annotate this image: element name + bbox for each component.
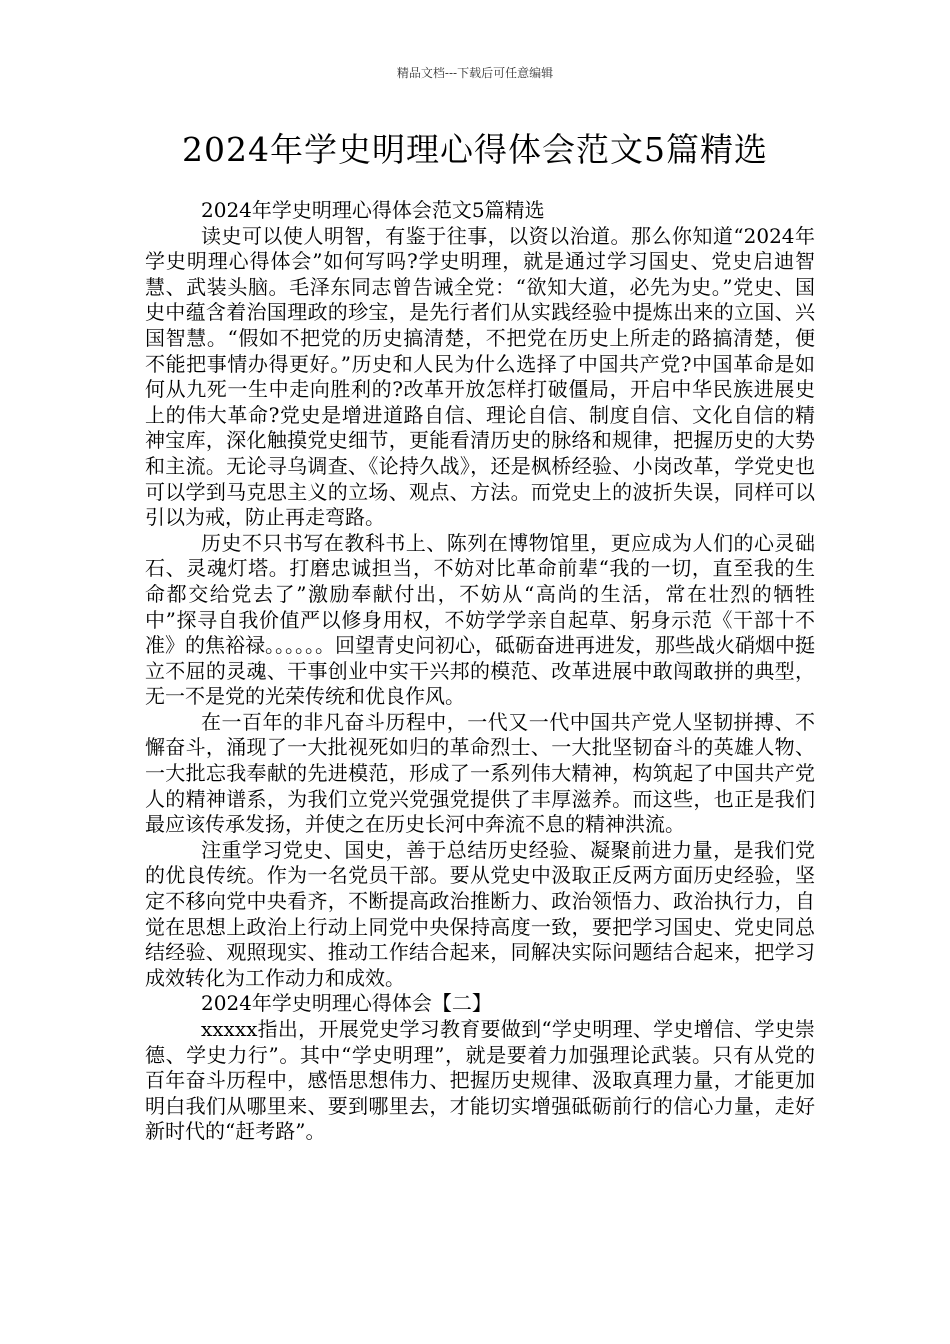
paragraph: 在一百年的非凡奋斗历程中，一代又一代中国共产党人坚韧拼搏、不懈奋斗，涌现了一大批视死如归的革命烈士、一大批坚韧奋斗的英雄人物、一大批忘我奉献的先进模范，形成了一系列伟大精神，构筑起了中国共产党人的精神谱系，为我们立党兴党强党提供了丰厚滋养。而这些，也正是我们最应该传承发扬，并使之在历史长河中奔流不息的精神洪流。 — [145, 709, 815, 837]
paragraph: 历史不只书写在教科书上、陈列在博物馆里，更应成为人们的心灵础石、灵魂灯塔。打磨忠诚担当，不妨对比革命前辈“我的一切，直至我的生命都交给党去了”激励奉献付出，不妨从“高尚的生活，常在壮烈的牺牲中”探寻自我价值严以修身用权，不妨学学亲自起草、躬身示范《干部十不准》的焦裕禄。。。。。。回望青史问初心，砥砺奋进再进发，那些战火硝烟中挺立不屈的灵魂、干事创业中实干兴邦的模范、改革进展中敢闯敢拼的典型，无一不是党的光荣传统和优良作风。 — [145, 530, 815, 709]
document-title: 2024年学史明理心得体会范文5篇精选 — [182, 130, 768, 169]
section-heading: 2024年学史明理心得体会范文5篇精选 — [201, 198, 545, 222]
section-heading: 2024年学史明理心得体会【二】 — [201, 991, 492, 1016]
paragraph: 注重学习党史、国史，善于总结历史经验、凝聚前进力量，是我们党的优良传统。作为一名党员干部。要从党史中汲取正反两方面历史经验，坚定不移向党中央看齐，不断提高政治推断力、政治领悟力、政治执行力，自觉在思想上政治上行动上同党中央保持高度一致，要把学习国史、党史同总结经验、观照现实、推动工作结合起来，同解决实际问题结合起来，把学习成效转化为工作动力和成效。 — [145, 837, 815, 990]
paragraph: 读史可以使人明智，有鉴于往事，以资以治道。那么你知道“2024年学史明理心得体会”如何写吗?学史明理，就是通过学习国史、党史启迪智慧、武装头脑。毛泽东同志曾告诫全党：“欲知大道，必先为史。”党史、国史中蕴含着治国理政的珍宝，是先行者们从实践经验中提炼出来的立国、兴国智慧。“假如不把党的历史搞清楚，不把党在历史上所走的路搞清楚，便不能把事情办得更好。”历史和人民为什么选择了中国共产党?中国革命是如何从九死一生中走向胜利的?改革开放怎样打破僵局，开启中华民族进展史上的伟大革命?党史是增进道路自信、理论自信、制度自信、文化自信的精神宝库，深化触摸党史细节，更能看清历史的脉络和规律，把握历史的大势和主流。无论寻乌调查、《论持久战》，还是枫桥经验、小岗改革，学党史也可以学到马克思主义的立场、观点、方法。而党史上的波折失误，同样可以引以为戒，防止再走弯路。 — [145, 223, 815, 530]
page-header: 精品文档---下载后可任意编辑 — [396, 66, 554, 80]
document-body — [145, 198, 815, 1145]
paragraph: xxxxx指出，开展党史学习教育要做到“学史明理、学史增信、学史崇德、学史力行”。其中“学史明理”，就是要着力加强理论武装。只有从党的百年奋斗历程中，感悟思想伟力、把握历史规律、汲取真理力量，才能更加明白我们从哪里来、要到哪里去，才能切实增强砥砺前行的信心力量，走好新时代的“赶考路”。 — [145, 1017, 815, 1144]
